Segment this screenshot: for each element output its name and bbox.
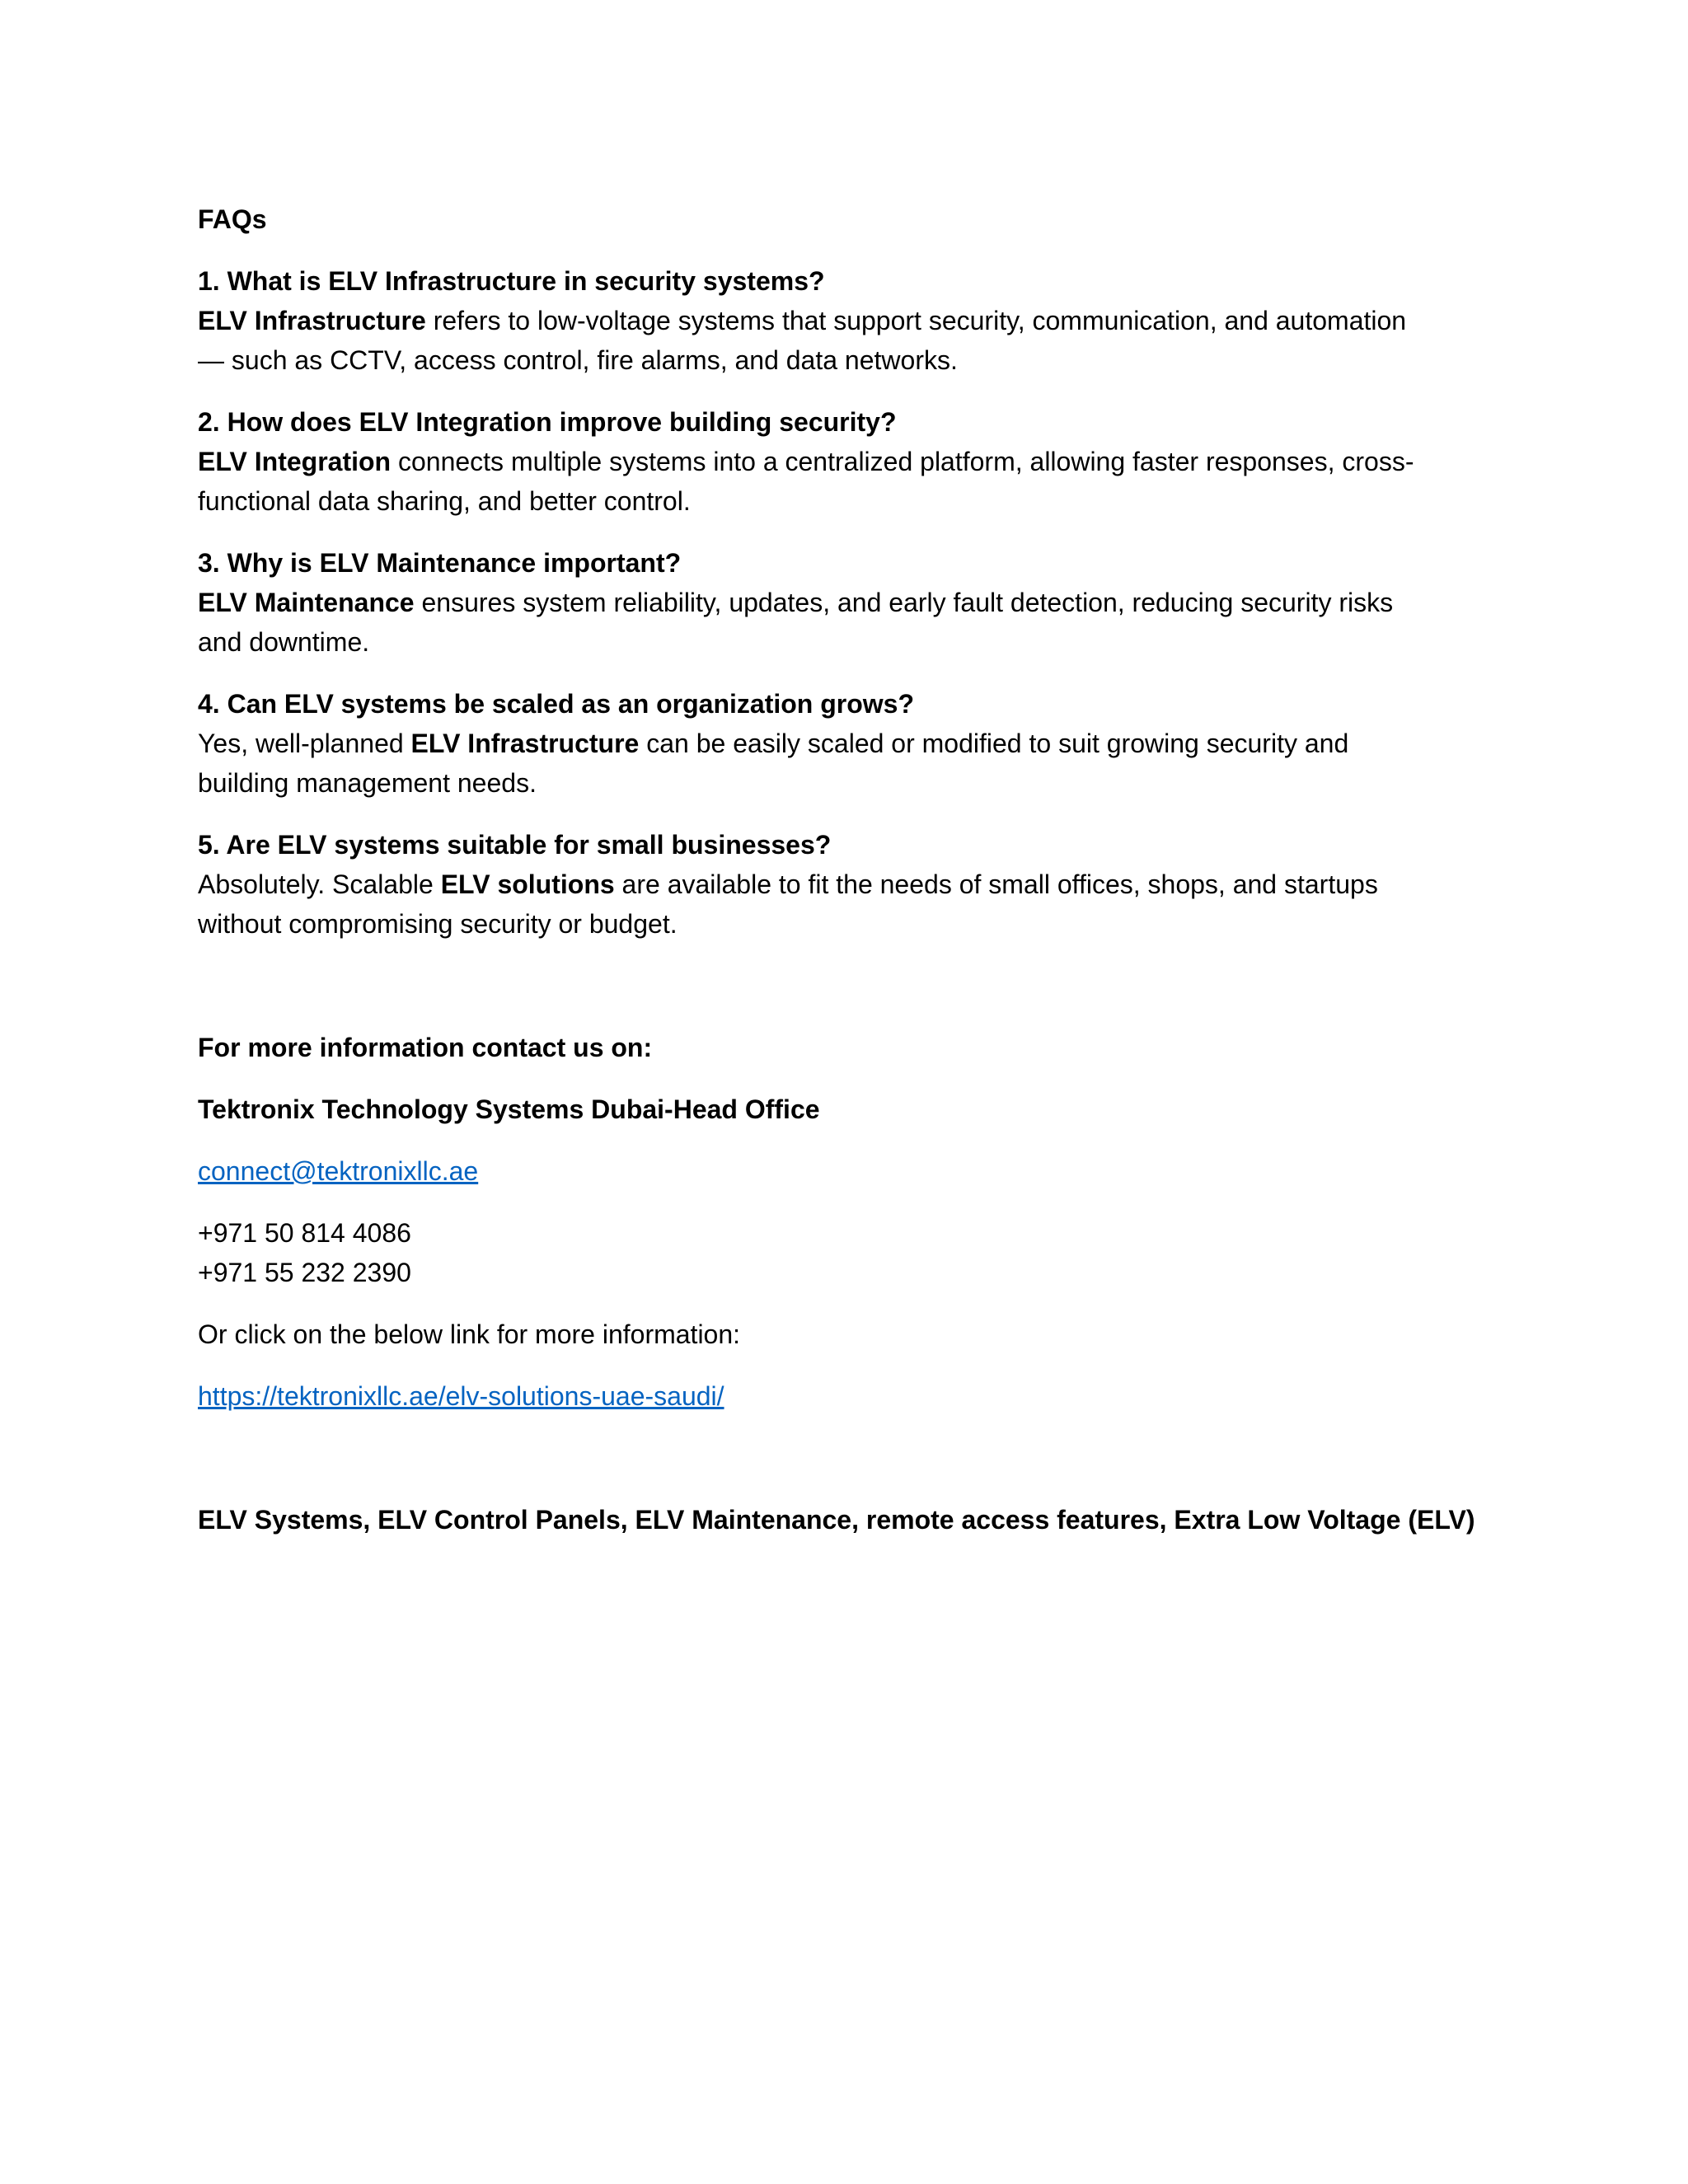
website-link[interactable]: https://tektronixllc.ae/elv-solutions-uae-saudi/ xyxy=(198,1381,724,1411)
faq-item-4 xyxy=(198,684,1500,803)
faq-item-1 xyxy=(198,261,1500,380)
url-line xyxy=(198,1376,1500,1416)
phone-list xyxy=(198,1213,1500,1292)
contact-heading: For more information contact us on: xyxy=(198,1033,653,1062)
link-intro: Or click on the below link for more information: xyxy=(198,1319,741,1349)
faq-answer-text: are available to fit the needs of small offices, shops, and startups xyxy=(614,869,1378,899)
faq-answer-line-1 xyxy=(198,442,1500,481)
faq-item-3 xyxy=(198,543,1500,662)
faq-answer-line-1 xyxy=(198,865,1500,904)
faq-answer-line-2: without compromising security or budget. xyxy=(198,909,678,939)
faq-answer-line-2: functional data sharing, and better control. xyxy=(198,486,691,516)
office-name: Tektronix Technology Systems Dubai-Head Office xyxy=(198,1094,820,1124)
keywords-line: ELV Systems, ELV Control Panels, ELV Maintenance, remote access features, Extra Low Voltage (ELV) xyxy=(198,1505,1475,1535)
phone-number: +971 55 232 2390 xyxy=(198,1258,411,1287)
faqs-heading: FAQs xyxy=(198,204,267,234)
faq-answer-text: connects multiple systems into a centralized platform, allowing faster responses, cross- xyxy=(391,447,1414,476)
faq-answer-text: ensures system reliability, updates, and early fault detection, reducing security risks xyxy=(414,588,1394,617)
faq-answer-keyword: ELV Infrastructure xyxy=(410,729,640,758)
faq-answer-prefix: Yes, well-planned xyxy=(198,729,411,758)
faq-question: 5. Are ELV systems suitable for small businesses? xyxy=(198,830,832,860)
contact-section xyxy=(198,1028,1500,1416)
faq-item-2 xyxy=(198,402,1500,521)
faq-answer-line-2: — such as CCTV, access control, fire alarms, and data networks. xyxy=(198,345,958,375)
email-link[interactable]: connect@tektronixllc.ae xyxy=(198,1156,479,1186)
email-line xyxy=(198,1151,1500,1191)
faq-answer-keyword: ELV Integration xyxy=(198,447,392,476)
phone-number: +971 50 814 4086 xyxy=(198,1218,411,1248)
faq-answer-line-1 xyxy=(198,583,1500,622)
faq-answer-keyword: ELV Infrastructure xyxy=(198,306,426,335)
faq-answer-line-1 xyxy=(198,724,1500,763)
faq-answer-line-1 xyxy=(198,301,1500,340)
faq-answer-text: can be easily scaled or modified to suit growing security and xyxy=(639,729,1349,758)
faq-answer-prefix: Absolutely. Scalable xyxy=(198,869,441,899)
faq-item-5 xyxy=(198,825,1500,944)
faq-question: 3. Why is ELV Maintenance important? xyxy=(198,548,682,578)
faq-question: 1. What is ELV Infrastructure in security systems? xyxy=(198,266,825,296)
faq-answer-keyword: ELV Maintenance xyxy=(198,588,415,617)
document-page xyxy=(198,199,1500,1540)
faq-answer-keyword: ELV solutions xyxy=(440,869,615,899)
faq-answer-line-2: building management needs. xyxy=(198,768,537,798)
faq-answer-line-2: and downtime. xyxy=(198,627,370,657)
faq-question: 4. Can ELV systems be scaled as an organization grows? xyxy=(198,689,915,719)
faq-question: 2. How does ELV Integration improve building security? xyxy=(198,407,897,437)
faq-answer-text: refers to low-voltage systems that support security, communication, and automation xyxy=(425,306,1407,335)
